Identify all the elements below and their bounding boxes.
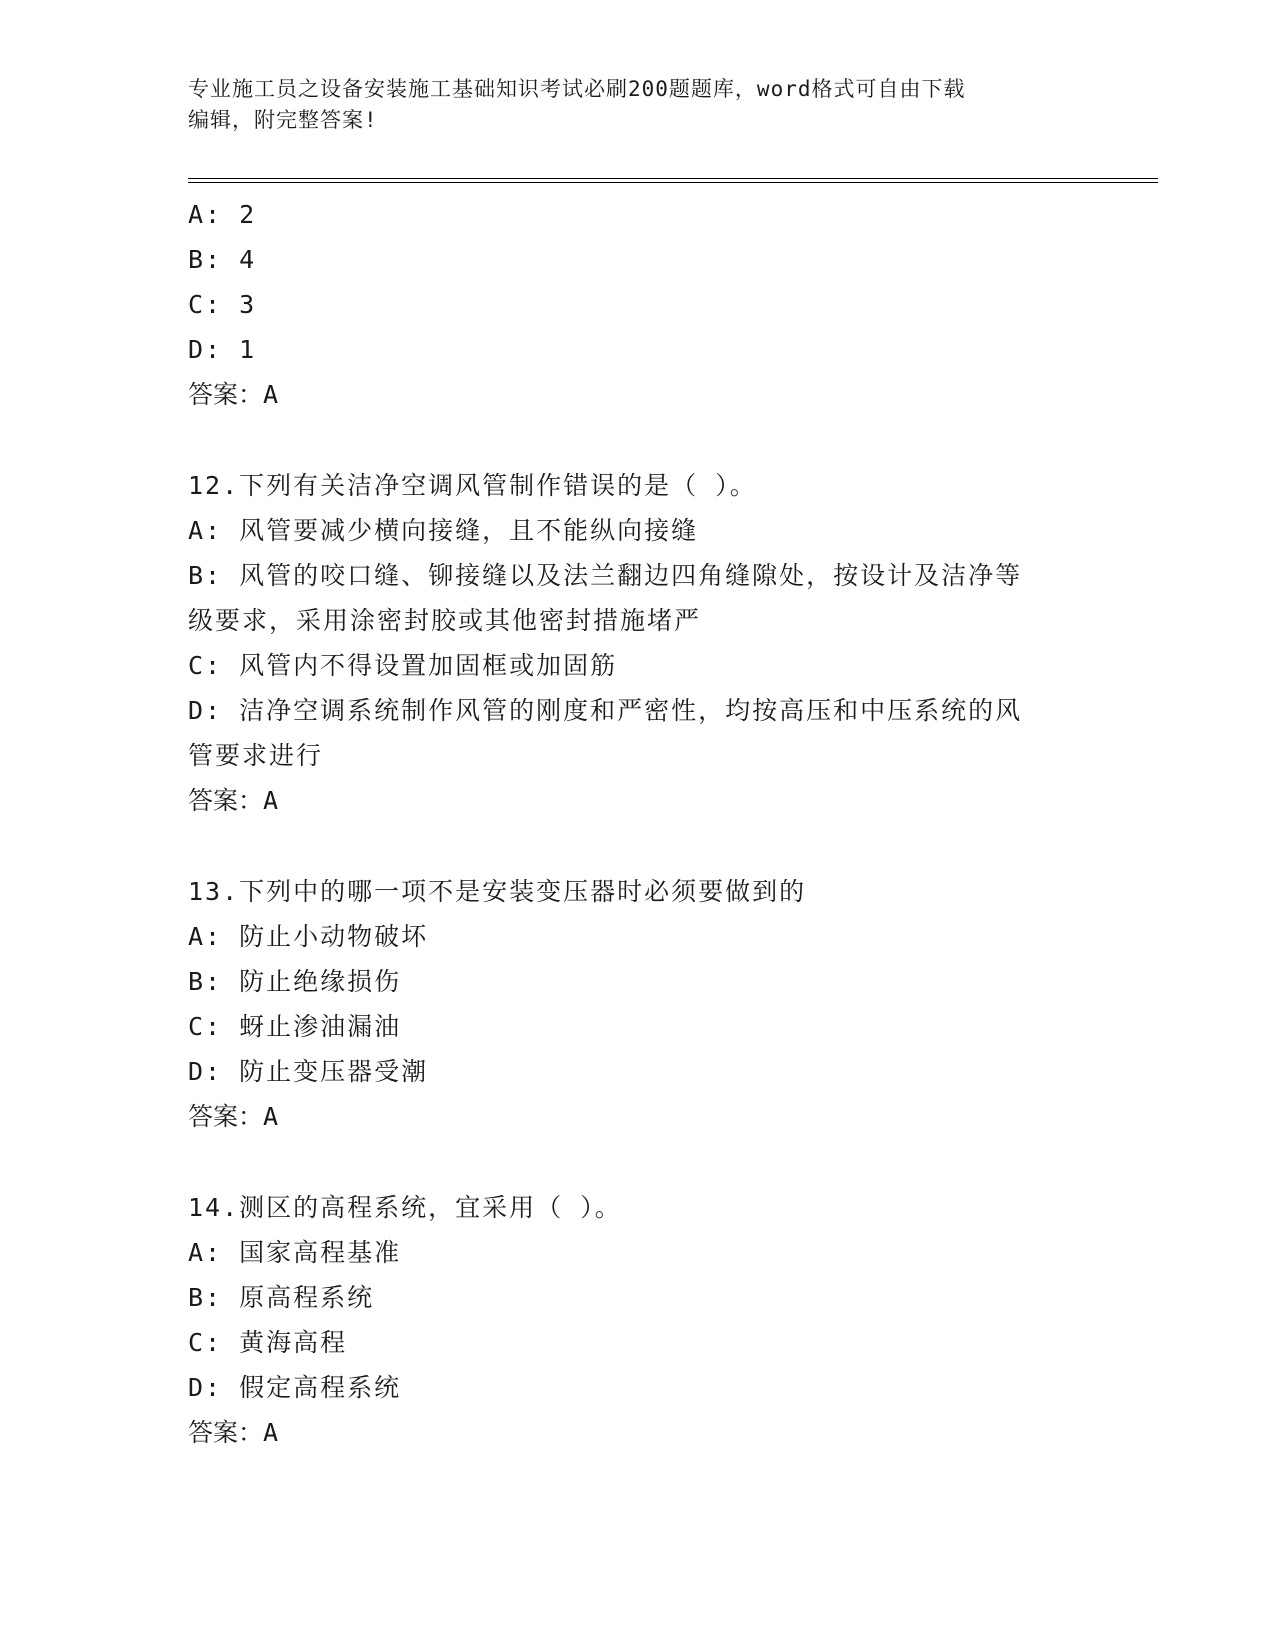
answer-label: 答案： bbox=[188, 1102, 264, 1131]
option-a: A: 2 bbox=[188, 200, 257, 229]
spacer bbox=[188, 823, 1088, 869]
option-d bbox=[188, 688, 1088, 778]
spacer bbox=[188, 417, 1088, 463]
header-divider-top bbox=[188, 178, 1158, 179]
option-c: C: 3 bbox=[188, 290, 257, 319]
answer-line bbox=[188, 372, 1088, 417]
option-d: D: 假定高程系统 bbox=[188, 1373, 402, 1402]
option-d: D: 防止变压器受潮 bbox=[188, 1057, 429, 1086]
question-11-block bbox=[188, 192, 1088, 417]
option-a: A: 国家高程基准 bbox=[188, 1238, 402, 1267]
question-13-block bbox=[188, 869, 1088, 1139]
option-b-line-2: 级要求，采用涂密封胶或其他密封措施堵严 bbox=[188, 606, 702, 635]
question-text: 14.测区的高程系统，宜采用（ ）。 bbox=[188, 1193, 622, 1222]
question-14-block bbox=[188, 1185, 1088, 1455]
question-text: 13.下列中的哪一项不是安装变压器时必须要做到的 bbox=[188, 877, 807, 906]
option-a: A: 风管要减少横向接缝，且不能纵向接缝 bbox=[188, 516, 699, 545]
option-c: C: 黄海高程 bbox=[188, 1328, 348, 1357]
answer-value: A bbox=[263, 1102, 281, 1131]
header-title-line-2: 编辑，附完整答案! bbox=[188, 108, 378, 132]
document-header bbox=[188, 74, 1088, 136]
answer-line bbox=[188, 778, 1088, 823]
answer-line bbox=[188, 1410, 1088, 1455]
answer-value: A bbox=[263, 380, 281, 409]
option-c: C: 蚜止渗油漏油 bbox=[188, 1012, 402, 1041]
option-b: B: 原高程系统 bbox=[188, 1283, 375, 1312]
answer-value: A bbox=[263, 786, 281, 815]
spacer bbox=[188, 1139, 1088, 1185]
question-12-block bbox=[188, 463, 1088, 823]
option-d: D: 1 bbox=[188, 335, 257, 364]
option-b: B: 4 bbox=[188, 245, 257, 274]
option-d-line-1: D: 洁净空调系统制作风管的刚度和严密性，均按高压和中压系统的风 bbox=[188, 696, 1023, 725]
option-a: A: 防止小动物破坏 bbox=[188, 922, 429, 951]
option-b bbox=[188, 553, 1088, 643]
answer-label: 答案： bbox=[188, 380, 264, 409]
answer-label: 答案： bbox=[188, 1418, 264, 1447]
option-c: C: 风管内不得设置加固框或加固筋 bbox=[188, 651, 618, 680]
answer-value: A bbox=[263, 1418, 281, 1447]
option-d-line-2: 管要求进行 bbox=[188, 741, 324, 770]
question-text: 12.下列有关洁净空调风管制作错误的是（ ）。 bbox=[188, 471, 757, 500]
question-content bbox=[188, 192, 1088, 1455]
option-b: B: 防止绝缘损伤 bbox=[188, 967, 402, 996]
header-divider-bottom bbox=[188, 182, 1158, 183]
option-b-line-1: B: 风管的咬口缝、铆接缝以及法兰翻边四角缝隙处，按设计及洁净等 bbox=[188, 561, 1023, 590]
header-title-line-1: 专业施工员之设备安装施工基础知识考试必刷200题题库，word格式可自由下载 bbox=[188, 77, 966, 101]
answer-line bbox=[188, 1094, 1088, 1139]
answer-label: 答案： bbox=[188, 786, 264, 815]
